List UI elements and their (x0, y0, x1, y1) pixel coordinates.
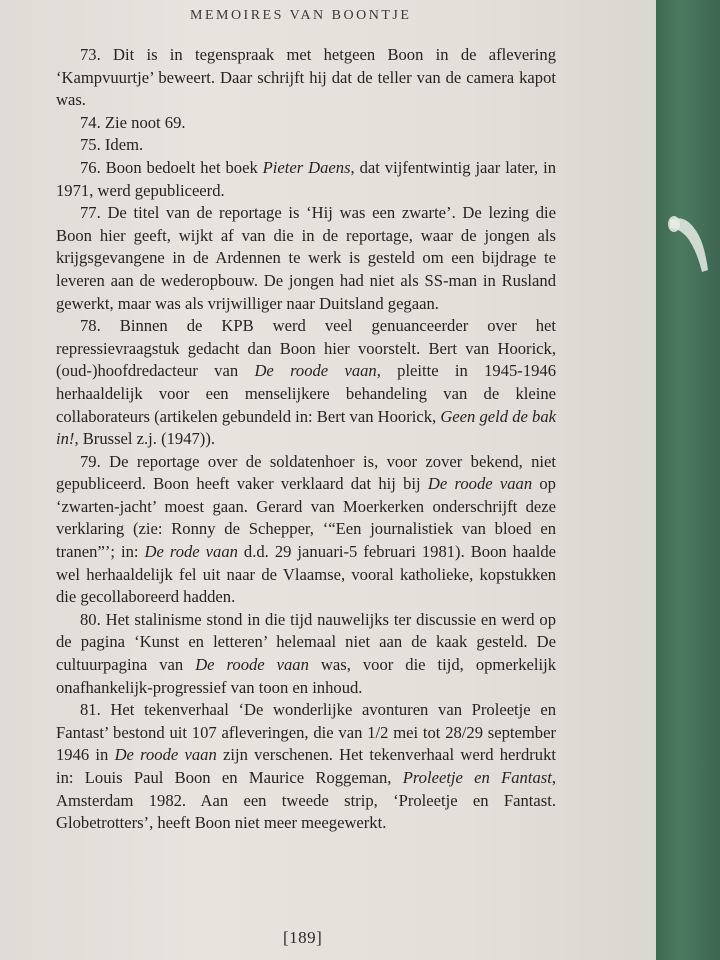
endnotes (56, 44, 556, 835)
italic-title: De rode vaan (144, 542, 238, 562)
endnote-text: , dat vijfentwintig jaar later, in 1971, werd gepubliceerd. (56, 157, 557, 200)
italic-title: Pieter Daens (262, 157, 351, 177)
endnote-75 (56, 134, 556, 157)
endnote-text: Zie noot 69. (100, 112, 186, 132)
endnote-text: De reportage over de soldatenhoer is, voor zover bekend, niet gepubliceerd. Boon heeft vaker verklaard dat hij bij (56, 451, 556, 494)
endnote-79 (56, 451, 556, 609)
endnote-77 (56, 202, 556, 315)
italic-title: De roode vaan (195, 655, 309, 675)
endnote-text: , pleitte in 1945-1946 herhaaldelijk voor een menselijkere behandeling van de kleine collaborateurs (artikelen gebundeld in: Bert van Hoorick, (56, 361, 557, 426)
endnote-text: op ‘zwarten-jacht’ moest gaan. Gerard van Moerkerken onderschrijft deze verklaring (zie: Ronny de Schepper, ‘“Een journalistiek van bloed en tranen”’; in: (56, 474, 556, 562)
italic-title: Proleetje en Fantast (402, 768, 552, 787)
endnote-text: zijn verschenen. Het tekenverhaal werd herdrukt in: Louis Paul Boon en Maurice Roggeman, (56, 745, 556, 787)
endnote-text: Het stalinisme stond in die tijd nauwelijks ter discussie en werd op de pagina ‘Kunst en letteren’ helemaal niet aan de kaak gesteld. De cultuurpagina van (56, 609, 556, 675)
endnote-number: 78. (80, 316, 101, 336)
running-head: MEMOIRES VAN BOONTJE (190, 8, 412, 23)
endnote-number: 74. (80, 112, 101, 132)
italic-title: Geen geld de bak in! (56, 406, 556, 449)
endnote-80 (56, 609, 556, 699)
endnote-text: Het tekenverhaal ‘De wonderlijke avonturen van Proleetje en Fantast’ bestond uit 107 afleveringen, die van 1/2 mei tot 28/29 september 1946 in (56, 700, 556, 765)
page-number: [189] (283, 928, 323, 947)
endnote-text: De titel van de reportage is ‘Hij was een zwarte’. De lezing die Boon hier geeft, wijkt af van die in de reportage, waar de jongen als krijgsgevangene in de Ardennen te werk is gesteld om een bijdrage te leveren aan de wederopbouw. De jongen had niet als SS-man in Rusland gewerkt, maar was als vrijwilliger naar Duitsland gegaan. (56, 203, 556, 313)
endnote-74 (56, 112, 556, 135)
endnote-text: Boon bedoelt het boek (100, 157, 263, 177)
endnote-text: Idem. (100, 135, 144, 155)
endnote-number: 79. (80, 451, 101, 471)
endnote-78 (56, 315, 556, 451)
endnote-text: , Amsterdam 1982. Aan een tweede strip, ‘Proleetje en Fantast. Globetrotters’, heeft Boon niet meer meegewerkt. (56, 768, 556, 833)
endnote-73 (56, 44, 556, 112)
endnote-text: , Brussel z.j. (1947)). (74, 429, 215, 449)
endnote-number: 81. (80, 700, 101, 720)
italic-title: De roode vaan (427, 474, 533, 494)
book-cover (656, 0, 720, 960)
endnote-number: 76. (80, 157, 101, 177)
endnote-number: 80. (80, 609, 101, 629)
endnote-text: Binnen de KPB werd veel genuanceerder over het repressievraagstuk gedacht dan Boon hier voorstelt. Bert van Hoorick, (oud-)hoofdredacteur van (56, 316, 556, 381)
endnote-text: d.d. 29 januari-5 februari 1981). Boon haalde wel herhaaldelijk fel uit naar de Vlaamse, vooral katholieke, kopstukken die gecollaboreerd hadden. (56, 542, 556, 607)
endnote-number: 77. (80, 203, 101, 223)
italic-title: De roode vaan (254, 361, 377, 381)
italic-title: De roode vaan (114, 745, 217, 765)
endnote-76 (56, 157, 556, 202)
endnote-number: 75. (80, 135, 101, 155)
endnote-text: Dit is in tegenspraak met hetgeen Boon in de aflevering ‘Kampvuurtje’ beweert. Daar schrijft hij dat de teller van de camera kapot was. (56, 45, 556, 110)
endnote-number: 73. (80, 45, 101, 64)
endnote-text: was, voor die tijd, opmerkelijk onafhankelijk-progressief van toon en inhoud. (56, 655, 557, 697)
endnote-81 (56, 699, 556, 835)
cover-illustration-icon (664, 210, 712, 280)
